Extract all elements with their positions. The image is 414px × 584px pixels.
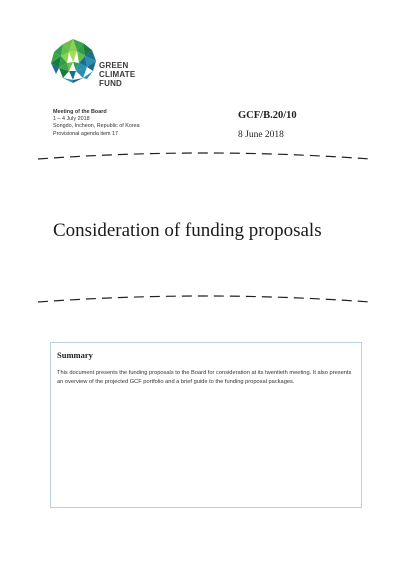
gcf-logo bbox=[49, 38, 159, 98]
logo-line-3: FUND bbox=[99, 79, 123, 88]
agenda-item: Provisional agenda item 17 bbox=[53, 130, 119, 137]
document-reference: GCF/B.20/10 bbox=[238, 110, 297, 121]
logo-line-2: CLIMATE bbox=[99, 70, 136, 79]
meeting-info bbox=[53, 109, 140, 138]
logo-wordmark bbox=[99, 61, 135, 88]
bottom-separator bbox=[36, 292, 372, 304]
globe-logo-icon bbox=[49, 38, 97, 84]
summary-heading: Summary bbox=[57, 350, 93, 360]
document-date: 8 June 2018 bbox=[238, 130, 284, 140]
meeting-heading: Meeting of the Board bbox=[53, 109, 107, 115]
summary-box bbox=[50, 342, 362, 508]
meeting-location: Songdo, Incheon, Republic of Korea bbox=[53, 123, 140, 130]
summary-text: This document presents the funding proposals to the Board for consideration at its twentieth meeting. It also presents an overview of the projected GCF portfolio and a brief guide to the funding proposal packages. bbox=[57, 370, 352, 385]
top-separator bbox=[36, 149, 372, 161]
meeting-dates: 1 – 4 July 2018 bbox=[53, 116, 90, 123]
document-title: Consideration of funding proposals bbox=[53, 220, 322, 241]
logo-line-1: GREEN bbox=[99, 61, 129, 70]
